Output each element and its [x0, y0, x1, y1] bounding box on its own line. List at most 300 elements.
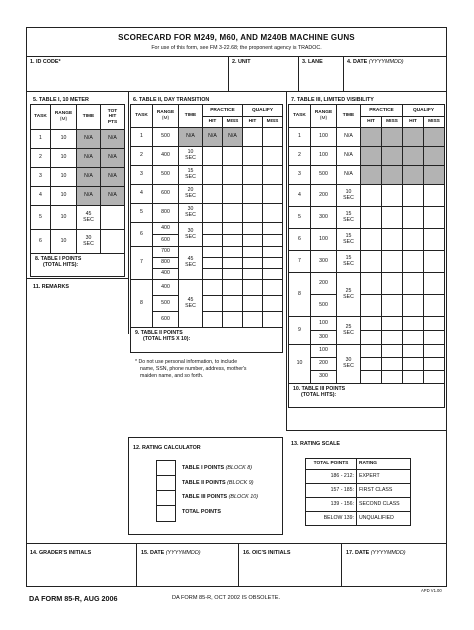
- table3-points-row: [289, 384, 445, 408]
- table2-points-input[interactable]: [157, 476, 176, 491]
- table2-grid: [130, 104, 283, 353]
- time-cell: N/A: [77, 130, 101, 149]
- qualify-hit-field[interactable]: [403, 345, 424, 358]
- qualify-hit-field[interactable]: [243, 204, 263, 223]
- range-cell: 600: [153, 312, 179, 328]
- qualify-hit-field[interactable]: [403, 273, 424, 295]
- date-label: 4. DATE (YYYYMMDD): [347, 59, 404, 65]
- range-cell: 800: [153, 204, 179, 223]
- range-cell: 100: [311, 229, 337, 251]
- points-cell: 157 - 185:: [306, 484, 357, 498]
- qualify-miss-field[interactable]: [424, 207, 445, 229]
- table-row: [306, 470, 411, 484]
- table-row: [306, 498, 411, 512]
- practice-miss-field[interactable]: [223, 204, 243, 223]
- qualify-hit-field[interactable]: [243, 269, 263, 280]
- table-row: [289, 345, 445, 358]
- table-row: [289, 207, 445, 229]
- col-miss: MISS: [424, 117, 445, 128]
- table-row: [289, 295, 445, 317]
- table-row: [289, 185, 445, 207]
- table-row: [131, 312, 283, 328]
- practice-hit-field[interactable]: [361, 358, 382, 371]
- table-row: [131, 258, 283, 269]
- id-code-field[interactable]: [30, 66, 224, 88]
- table-row: [289, 317, 445, 331]
- time-cell: 20 SEC: [179, 185, 203, 204]
- range-cell: 600: [153, 235, 179, 247]
- time-cell: N/A: [179, 128, 203, 147]
- practice-miss-field[interactable]: [223, 147, 243, 166]
- table-row: [306, 484, 411, 498]
- table-row: [306, 512, 411, 526]
- tot-cell: N/A: [101, 130, 125, 149]
- qualify-hit-cell: [403, 166, 424, 185]
- table-row: [289, 229, 445, 251]
- qualify-hit-field[interactable]: [403, 295, 424, 317]
- time-cell: N/A: [77, 149, 101, 168]
- table-row: [289, 371, 445, 384]
- range-cell: 200: [311, 273, 337, 295]
- task-cell: 6: [31, 230, 51, 254]
- practice-hit-field[interactable]: [203, 185, 223, 204]
- col-task: TASK: [131, 105, 153, 128]
- practice-hit-field[interactable]: [203, 258, 223, 269]
- task-cell: 10: [289, 345, 311, 384]
- qualify-hit-field[interactable]: [243, 280, 263, 296]
- qualify-hit-field[interactable]: [403, 317, 424, 331]
- qualify-hit-field[interactable]: [243, 223, 263, 235]
- practice-hit-field[interactable]: [203, 235, 223, 247]
- range-cell: 10: [51, 230, 77, 254]
- time-cell: 30 SEC: [179, 204, 203, 223]
- points-cell: BELOW 139:: [306, 512, 357, 526]
- col-practice: PRACTICE: [361, 105, 403, 117]
- qualify-miss-field[interactable]: [424, 358, 445, 371]
- practice-hit-field[interactable]: [361, 317, 382, 331]
- table3-grid: [288, 104, 445, 408]
- qualify-miss-cell: [424, 128, 445, 147]
- table-row: [289, 166, 445, 185]
- form-title: SCORECARD FOR M249, M60, AND M240B MACHINE GUNS: [118, 33, 355, 42]
- col-hit: HIT: [203, 117, 223, 128]
- task-cell: 4: [289, 185, 311, 207]
- time-cell: 25 SEC: [337, 273, 361, 317]
- col-hit: HIT: [403, 117, 424, 128]
- col-total-points: TOTAL POINTS: [306, 459, 357, 470]
- rule: [343, 56, 344, 91]
- task-cell: 1: [31, 130, 51, 149]
- practice-hit-field[interactable]: [361, 273, 382, 295]
- task-cell: 7: [289, 251, 311, 273]
- date-15-field[interactable]: [141, 558, 234, 584]
- qualify-miss-cell: [424, 147, 445, 166]
- qualify-miss-field[interactable]: [263, 258, 283, 269]
- time-cell: N/A: [77, 168, 101, 187]
- col-range: RANGE (M): [311, 105, 337, 128]
- practice-miss-field[interactable]: [382, 317, 403, 331]
- table-row: [31, 130, 125, 149]
- unit-field[interactable]: [232, 66, 294, 88]
- rule: [228, 56, 229, 91]
- time-cell: N/A: [337, 128, 361, 147]
- date-15-label: 15. DATE (YYYYMMDD): [141, 550, 201, 556]
- table1-title: 5. TABLE I, 10 METER: [33, 97, 89, 103]
- col-miss: MISS: [263, 117, 283, 128]
- qualify-hit-field[interactable]: [243, 185, 263, 204]
- practice-hit-field[interactable]: [203, 204, 223, 223]
- qualify-hit-field[interactable]: [403, 185, 424, 207]
- rule: [26, 543, 447, 544]
- col-qualify: QUALIFY: [403, 105, 445, 117]
- qualify-hit-field[interactable]: [403, 251, 424, 273]
- col-miss: MISS: [382, 117, 403, 128]
- table-row: [289, 331, 445, 345]
- col-time: TIME: [77, 105, 101, 130]
- practice-miss-cell: N/A: [223, 128, 243, 147]
- qualify-hit-field[interactable]: [243, 235, 263, 247]
- practice-miss-field[interactable]: [223, 296, 243, 312]
- qualify-miss-field[interactable]: [263, 185, 283, 204]
- practice-hit-cell: [361, 147, 382, 166]
- task-cell: 4: [31, 187, 51, 206]
- table-row: [289, 251, 445, 273]
- table1-points-field[interactable]: 8. TABLE I POINTS (TOTAL HITS):: [31, 254, 125, 277]
- range-cell: 10: [51, 130, 77, 149]
- range-cell: 500: [153, 128, 179, 147]
- task-cell: 7: [131, 247, 153, 280]
- practice-miss-field[interactable]: [382, 331, 403, 345]
- time-cell: 10 SEC: [337, 185, 361, 207]
- time-cell: 30 SEC: [337, 345, 361, 384]
- practice-hit-field[interactable]: [203, 223, 223, 235]
- time-cell: 15 SEC: [337, 229, 361, 251]
- qualify-hit-field[interactable]: [243, 147, 263, 166]
- grader-initials-field[interactable]: [30, 558, 132, 584]
- col-hit: HIT: [243, 117, 263, 128]
- rating-calculator-fields: [156, 460, 176, 522]
- range-cell: 400: [153, 147, 179, 166]
- col-range: RANGE (M): [153, 105, 179, 128]
- qualify-hit-cell: [403, 147, 424, 166]
- qualify-hit-field[interactable]: [243, 258, 263, 269]
- qualify-miss-field[interactable]: [424, 229, 445, 251]
- practice-hit-field[interactable]: [361, 207, 382, 229]
- practice-miss-field[interactable]: [382, 251, 403, 273]
- tot-cell: N/A: [101, 187, 125, 206]
- col-task: TASK: [289, 105, 311, 128]
- time-cell: 25 SEC: [337, 317, 361, 345]
- rating-scale-table: [305, 458, 411, 526]
- practice-miss-field[interactable]: [382, 207, 403, 229]
- table2-points-row: [131, 328, 283, 353]
- practice-hit-field[interactable]: [361, 331, 382, 345]
- range-cell: 300: [311, 251, 337, 273]
- remarks-label: 11. REMARKS: [33, 284, 69, 290]
- practice-hit-field[interactable]: [203, 280, 223, 296]
- table-row: [131, 235, 283, 247]
- table-row: [289, 273, 445, 295]
- table-row: [31, 168, 125, 187]
- qualify-miss-field[interactable]: [263, 296, 283, 312]
- date-field[interactable]: [347, 66, 443, 88]
- time-cell: 30 SEC: [77, 230, 101, 254]
- practice-miss-cell: [382, 128, 403, 147]
- practice-hit-field[interactable]: [203, 296, 223, 312]
- range-cell: 100: [311, 147, 337, 166]
- table-row: [131, 147, 283, 166]
- qualify-miss-cell: [424, 166, 445, 185]
- practice-hit-field[interactable]: [361, 345, 382, 358]
- practice-hit-cell: [361, 166, 382, 185]
- task-cell: 6: [289, 229, 311, 251]
- range-cell: 800: [153, 258, 179, 269]
- col-time: TIME: [179, 105, 203, 128]
- table-row: [289, 358, 445, 371]
- rule: [128, 91, 129, 334]
- practice-miss-field[interactable]: [223, 280, 243, 296]
- practice-miss-field[interactable]: [223, 185, 243, 204]
- rule: [26, 91, 447, 92]
- rule: [286, 430, 447, 431]
- range-cell: 500: [311, 166, 337, 185]
- practice-miss-field[interactable]: [382, 185, 403, 207]
- task-cell: 5: [131, 204, 153, 223]
- qualify-hit-field[interactable]: [243, 296, 263, 312]
- qualify-miss-field[interactable]: [424, 295, 445, 317]
- id-code-label: 1. ID CODE*: [30, 59, 61, 65]
- table-row: [131, 128, 283, 147]
- col-hit: HIT: [361, 117, 382, 128]
- table1-points-input[interactable]: [157, 461, 176, 476]
- tot-cell: N/A: [101, 168, 125, 187]
- practice-hit-field[interactable]: [361, 185, 382, 207]
- practice-miss-field[interactable]: [382, 345, 403, 358]
- qualify-hit-field[interactable]: [243, 247, 263, 258]
- qualify-miss-field[interactable]: [424, 345, 445, 358]
- range-cell: 10: [51, 168, 77, 187]
- range-cell: 500: [153, 166, 179, 185]
- lane-label: 3. LANE: [302, 59, 323, 65]
- time-cell: N/A: [337, 166, 361, 185]
- rating-cell: UNQUALIFIED: [357, 512, 411, 526]
- practice-miss-field[interactable]: [223, 166, 243, 185]
- table3-title: 7. TABLE III, LIMITED VISIBILITY: [291, 97, 374, 103]
- range-cell: 300: [311, 207, 337, 229]
- practice-miss-field[interactable]: [382, 229, 403, 251]
- rule: [341, 543, 342, 587]
- practice-hit-field[interactable]: [361, 295, 382, 317]
- time-cell: 15 SEC: [337, 207, 361, 229]
- date-17-label: 17. DATE (YYYYMMDD): [346, 550, 406, 556]
- task-cell: 1: [289, 128, 311, 147]
- task-cell: 9: [289, 317, 311, 345]
- qualify-miss-field[interactable]: [424, 251, 445, 273]
- qualify-hit-field[interactable]: [403, 207, 424, 229]
- table-row: [131, 247, 283, 258]
- table3-points-field[interactable]: 10. TABLE III POINTS (TOTAL HITS):: [289, 384, 445, 408]
- qualify-miss-field[interactable]: [263, 128, 283, 147]
- col-time: TIME: [337, 105, 361, 128]
- calc-row-table1: TABLE I POINTS (BLOCK 8): [182, 465, 253, 471]
- practice-hit-cell: N/A: [203, 128, 223, 147]
- task-cell: 8: [289, 273, 311, 317]
- range-cell: 100: [311, 128, 337, 147]
- qualify-hit-field[interactable]: [403, 371, 424, 384]
- task-cell: 1: [131, 128, 153, 147]
- calc-row-table3: TABLE III POINTS (BLOCK 10): [182, 494, 258, 500]
- col-tot-hit-pts: TOT HIT PTS: [101, 105, 125, 130]
- range-cell: 500: [153, 296, 179, 312]
- table-row: [31, 187, 125, 206]
- practice-miss-field[interactable]: [223, 223, 243, 235]
- range-cell: 400: [153, 280, 179, 296]
- qualify-miss-field[interactable]: [263, 247, 283, 258]
- qualify-hit-field[interactable]: [403, 331, 424, 345]
- practice-hit-field[interactable]: [361, 229, 382, 251]
- range-cell: 100: [311, 317, 337, 331]
- col-rating: RATING: [357, 459, 411, 470]
- tot-hit-field[interactable]: [101, 230, 125, 254]
- task-cell: 3: [289, 166, 311, 185]
- task-cell: 5: [289, 207, 311, 229]
- table2-title: 6. TABLE II, DAY TRANSITION: [133, 97, 210, 103]
- time-cell: N/A: [337, 147, 361, 166]
- oic-initials-field[interactable]: [243, 558, 337, 584]
- range-cell: 400: [153, 223, 179, 235]
- practice-miss-field[interactable]: [223, 258, 243, 269]
- table3-points-input[interactable]: [157, 491, 176, 506]
- rating-scale-title: 13. RATING SCALE: [291, 441, 341, 447]
- qualify-miss-field[interactable]: [263, 235, 283, 247]
- task-cell: 6: [131, 223, 153, 247]
- qualify-miss-field[interactable]: [263, 280, 283, 296]
- qualify-hit-field[interactable]: [243, 128, 263, 147]
- qualify-miss-field[interactable]: [263, 147, 283, 166]
- qualify-hit-field[interactable]: [403, 229, 424, 251]
- table-row: [289, 128, 445, 147]
- time-cell: 45 SEC: [179, 247, 203, 280]
- tot-cell: N/A: [101, 149, 125, 168]
- time-cell: 15 SEC: [337, 251, 361, 273]
- practice-miss-field[interactable]: [382, 358, 403, 371]
- practice-miss-field[interactable]: [223, 247, 243, 258]
- rule: [26, 278, 128, 279]
- table-row: [131, 223, 283, 235]
- total-points-input[interactable]: [157, 506, 176, 522]
- range-cell: 100: [311, 345, 337, 358]
- privacy-note: * Do not use personal information, to include name, SSN, phone number, address, mother's maiden name, and so forth.: [135, 359, 247, 380]
- qualify-miss-field[interactable]: [263, 223, 283, 235]
- table-row: [131, 269, 283, 280]
- grader-initials-label: 14. GRADER'S INITIALS: [30, 550, 92, 556]
- practice-hit-field[interactable]: [203, 147, 223, 166]
- table2-points-field[interactable]: 9. TABLE II POINTS (TOTAL HITS X 10):: [131, 328, 283, 353]
- practice-hit-cell: [361, 128, 382, 147]
- qualify-miss-field[interactable]: [424, 317, 445, 331]
- table-row: [31, 230, 125, 254]
- table-row: [131, 204, 283, 223]
- col-miss: MISS: [223, 117, 243, 128]
- col-range: RANGE (M): [51, 105, 77, 130]
- rating-calculator-title: 12. RATING CALCULATOR: [133, 445, 201, 451]
- task-cell: 3: [131, 166, 153, 185]
- time-cell: 30 SEC: [179, 223, 203, 247]
- practice-miss-field[interactable]: [223, 235, 243, 247]
- task-cell: 8: [131, 280, 153, 328]
- points-cell: 186 - 212:: [306, 470, 357, 484]
- table-row: [289, 147, 445, 166]
- table-row: [31, 149, 125, 168]
- qualify-miss-field[interactable]: [263, 204, 283, 223]
- practice-miss-field[interactable]: [382, 295, 403, 317]
- qualify-hit-cell: [403, 128, 424, 147]
- task-cell: 2: [31, 149, 51, 168]
- range-cell: 200: [311, 358, 337, 371]
- qualify-hit-field[interactable]: [403, 358, 424, 371]
- rule: [26, 56, 447, 57]
- practice-hit-field[interactable]: [203, 247, 223, 258]
- qualify-miss-field[interactable]: [263, 269, 283, 280]
- qualify-miss-field[interactable]: [263, 312, 283, 328]
- practice-hit-field[interactable]: [203, 166, 223, 185]
- qualify-hit-field[interactable]: [243, 312, 263, 328]
- practice-miss-field[interactable]: [382, 273, 403, 295]
- task-cell: 2: [131, 147, 153, 166]
- practice-hit-field[interactable]: [203, 269, 223, 280]
- table1-points-row: [31, 254, 125, 277]
- lane-field[interactable]: [302, 66, 340, 88]
- form-subtitle: For use of this form, see FM 3-22.68; the proponent agency is TRADOC.: [151, 45, 322, 51]
- date-17-field[interactable]: [346, 558, 443, 584]
- calc-row-total: TOTAL POINTS: [182, 509, 221, 515]
- col-practice: PRACTICE: [203, 105, 243, 117]
- qualify-miss-field[interactable]: [424, 331, 445, 345]
- obsolete-note: DA FORM 85-R, OCT 2002 IS OBSOLETE.: [172, 595, 281, 601]
- range-cell: 300: [311, 331, 337, 345]
- rule: [298, 56, 299, 91]
- rule: [238, 543, 239, 587]
- rule: [136, 543, 137, 587]
- table-row: [131, 185, 283, 204]
- rating-cell: FIRST CLASS: [357, 484, 411, 498]
- range-cell: 700: [153, 247, 179, 258]
- qualify-miss-field[interactable]: [424, 273, 445, 295]
- practice-hit-field[interactable]: [203, 312, 223, 328]
- col-qualify: QUALIFY: [243, 105, 283, 117]
- qualify-miss-field[interactable]: [424, 185, 445, 207]
- oic-initials-label: 16. OIC'S INITIALS: [243, 550, 291, 556]
- practice-hit-field[interactable]: [361, 251, 382, 273]
- qualify-miss-field[interactable]: [424, 371, 445, 384]
- task-cell: 2: [289, 147, 311, 166]
- time-cell: 45 SEC: [179, 280, 203, 328]
- tot-hit-field[interactable]: [101, 206, 125, 230]
- unit-label: 2. UNIT: [232, 59, 251, 65]
- practice-miss-field[interactable]: [223, 269, 243, 280]
- time-cell: 45 SEC: [77, 206, 101, 230]
- form-number: DA FORM 85-R, AUG 2006: [29, 594, 118, 603]
- range-cell: 10: [51, 149, 77, 168]
- practice-miss-field[interactable]: [223, 312, 243, 328]
- practice-miss-field[interactable]: [382, 371, 403, 384]
- qualify-miss-field[interactable]: [263, 166, 283, 185]
- range-cell: 10: [51, 206, 77, 230]
- qualify-hit-field[interactable]: [243, 166, 263, 185]
- practice-hit-field[interactable]: [361, 371, 382, 384]
- time-cell: 10 SEC: [179, 147, 203, 166]
- range-cell: 300: [311, 371, 337, 384]
